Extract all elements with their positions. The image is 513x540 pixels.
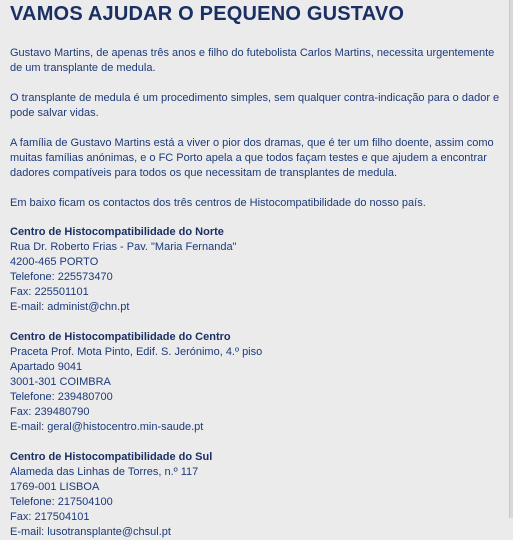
center-address: Alameda das Linhas de Torres, n.º 117 xyxy=(10,466,199,478)
center-name: Centro de Histocompatibilidade do Sul xyxy=(10,451,213,463)
paragraph-procedure: O transplante de medula é um procedimento simples, sem qualquer contra-indicação para o dador e pode salvar vidas. xyxy=(10,92,500,119)
center-postal: 4200-465 PORTO xyxy=(10,256,99,268)
page-title: VAMOS AJUDAR O PEQUENO GUSTAVO xyxy=(10,3,405,25)
paragraph-appeal: A família de Gustavo Martins está a viver o pior dos dramas, que é ter um filho doente, assim como muitas famílias anónimas, e o FC Porto apela a que todos façam testes e que ajudem a encontrar dadores compatíveis para todos os que necessitam de transplantes de medula. xyxy=(10,137,494,179)
paragraph-contacts-intro: Em baixo ficam os contactos dos três centros de Histocompatibilidade do nosso país. xyxy=(10,197,426,209)
center-email: E-mail: administ@chn.pt xyxy=(10,301,130,313)
centers-list xyxy=(10,225,503,540)
center-name: Centro de Histocompatibilidade do Norte xyxy=(10,226,224,238)
center-postal: 3001-301 COIMBRA xyxy=(10,376,111,388)
center-address: Praceta Prof. Mota Pinto, Edif. S. Jerónimo, 4.º piso xyxy=(10,346,263,358)
center-fax: Fax: 225501101 xyxy=(10,286,89,298)
center-email: E-mail: lusotransplante@chsul.pt xyxy=(10,526,171,538)
center-address: Rua Dr. Roberto Frias - Pav. "Maria Fernanda" xyxy=(10,241,237,253)
center-phone: Telefone: 217504100 xyxy=(10,496,113,508)
center-fax: Fax: 217504101 xyxy=(10,511,90,523)
center-po-box: Apartado 9041 xyxy=(10,361,83,373)
center-phone: Telefone: 225573470 xyxy=(10,271,113,283)
center-fax: Fax: 239480790 xyxy=(10,406,90,418)
center-email: E-mail: geral@histocentro.min-saude.pt xyxy=(10,421,204,433)
paragraph-intro: Gustavo Martins, de apenas três anos e filho do futebolista Carlos Martins, necessita urgentemente de um transplante de medula. xyxy=(10,47,495,74)
center-phone: Telefone: 239480700 xyxy=(10,391,113,403)
center-postal: 1769-001 LISBOA xyxy=(10,481,100,493)
scroll-edge xyxy=(509,0,513,518)
center-name: Centro de Histocompatibilidade do Centro xyxy=(10,331,231,343)
center-centro xyxy=(10,330,503,435)
article-body xyxy=(10,46,503,540)
center-norte xyxy=(10,225,503,315)
center-sul xyxy=(10,450,503,540)
